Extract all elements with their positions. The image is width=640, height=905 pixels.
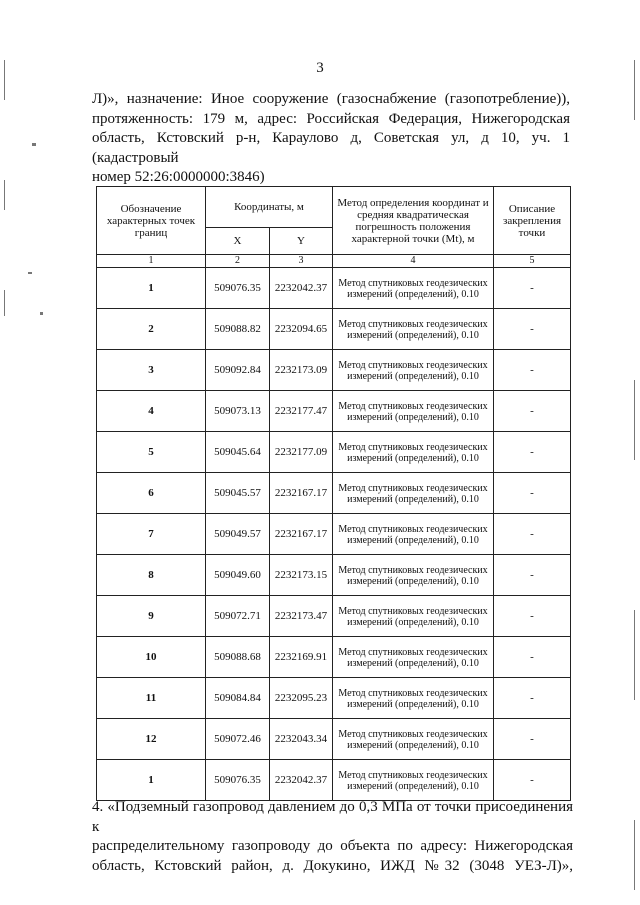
cell-method: Метод спутниковых геодезических измерений (определений), 0.10 bbox=[333, 514, 494, 555]
header-point: Обозначение характерных точек границ bbox=[97, 187, 206, 255]
table-row bbox=[97, 678, 571, 719]
cell-point: 10 bbox=[97, 637, 206, 678]
cell-point: 11 bbox=[97, 678, 206, 719]
cell-method: Метод спутниковых геодезических измерений (определений), 0.10 bbox=[333, 268, 494, 309]
column-number: 4 bbox=[333, 255, 494, 268]
cell-x: 509076.35 bbox=[206, 268, 270, 309]
scan-edge-mark bbox=[4, 60, 5, 100]
column-number: 3 bbox=[270, 255, 333, 268]
cell-x: 509076.35 bbox=[206, 760, 270, 801]
intro-paragraph bbox=[92, 90, 570, 188]
cell-method: Метод спутниковых геодезических измерений (определений), 0.10 bbox=[333, 432, 494, 473]
cell-point: 1 bbox=[97, 268, 206, 309]
cell-x: 509088.82 bbox=[206, 309, 270, 350]
cell-point: 4 bbox=[97, 391, 206, 432]
cell-method: Метод спутниковых геодезических измерений (определений), 0.10 bbox=[333, 350, 494, 391]
cell-y: 2232167.17 bbox=[270, 473, 333, 514]
cell-point: 1 bbox=[97, 760, 206, 801]
table-row bbox=[97, 719, 571, 760]
cell-x: 509088.68 bbox=[206, 637, 270, 678]
scan-edge-mark bbox=[634, 820, 635, 890]
intro-line: область, Кстовский р-н, Караулово д, Советская ул, д 10, уч. 1 (кадастровый bbox=[92, 130, 570, 166]
cell-y: 2232173.09 bbox=[270, 350, 333, 391]
scan-edge-mark bbox=[634, 380, 635, 460]
cell-point: 5 bbox=[97, 432, 206, 473]
scan-edge-mark bbox=[40, 312, 43, 315]
cell-method: Метод спутниковых геодезических измерений (определений), 0.10 bbox=[333, 596, 494, 637]
cell-description: - bbox=[494, 309, 571, 350]
page-number: 3 bbox=[316, 60, 324, 76]
outro-line: 4. «Подземный газопровод давлением до 0,3 МПа от точки присоединения к bbox=[92, 799, 573, 835]
cell-y: 2232095.23 bbox=[270, 678, 333, 719]
table-row bbox=[97, 760, 571, 801]
header-x: X bbox=[206, 228, 270, 255]
cell-y: 2232043.34 bbox=[270, 719, 333, 760]
column-number: 2 bbox=[206, 255, 270, 268]
cell-description: - bbox=[494, 268, 571, 309]
cell-x: 509073.13 bbox=[206, 391, 270, 432]
header-y: Y bbox=[270, 228, 333, 255]
cell-y: 2232042.37 bbox=[270, 268, 333, 309]
cell-method: Метод спутниковых геодезических измерений (определений), 0.10 bbox=[333, 391, 494, 432]
cell-method: Метод спутниковых геодезических измерений (определений), 0.10 bbox=[333, 760, 494, 801]
cell-point: 9 bbox=[97, 596, 206, 637]
table-row bbox=[97, 473, 571, 514]
scan-edge-mark bbox=[28, 272, 32, 274]
cell-method: Метод спутниковых геодезических измерений (определений), 0.10 bbox=[333, 637, 494, 678]
table-row bbox=[97, 514, 571, 555]
header-description: Описание закрепления точки bbox=[494, 187, 571, 255]
scan-edge-mark bbox=[634, 60, 635, 120]
header-coordinates: Координаты, м bbox=[206, 187, 333, 228]
scan-edge-mark bbox=[4, 290, 5, 316]
cell-x: 509084.84 bbox=[206, 678, 270, 719]
table-row bbox=[97, 350, 571, 391]
cell-description: - bbox=[494, 473, 571, 514]
cell-point: 2 bbox=[97, 309, 206, 350]
column-number: 5 bbox=[494, 255, 571, 268]
cell-description: - bbox=[494, 391, 571, 432]
cell-point: 12 bbox=[97, 719, 206, 760]
cell-y: 2232167.17 bbox=[270, 514, 333, 555]
table-row bbox=[97, 309, 571, 350]
cell-point: 7 bbox=[97, 514, 206, 555]
scan-edge-mark bbox=[4, 180, 5, 210]
column-number: 1 bbox=[97, 255, 206, 268]
cell-description: - bbox=[494, 514, 571, 555]
cell-x: 509049.60 bbox=[206, 555, 270, 596]
outro-line: область, Кстовский район, д. Докукино, ИЖД №32 (3048 УЕЗ-Л)», bbox=[92, 857, 573, 874]
cell-method: Метод спутниковых геодезических измерений (определений), 0.10 bbox=[333, 473, 494, 514]
table-row bbox=[97, 432, 571, 473]
cell-y: 2232173.47 bbox=[270, 596, 333, 637]
cell-description: - bbox=[494, 719, 571, 760]
cell-y: 2232177.47 bbox=[270, 391, 333, 432]
cell-x: 509072.46 bbox=[206, 719, 270, 760]
cell-description: - bbox=[494, 596, 571, 637]
scan-edge-mark bbox=[32, 143, 36, 146]
cell-method: Метод спутниковых геодезических измерений (определений), 0.10 bbox=[333, 719, 494, 760]
cell-y: 2232169.91 bbox=[270, 637, 333, 678]
table-row bbox=[97, 596, 571, 637]
boundary-points-table bbox=[96, 186, 571, 801]
cell-description: - bbox=[494, 637, 571, 678]
scan-edge-mark bbox=[634, 610, 635, 700]
cell-point: 8 bbox=[97, 555, 206, 596]
intro-line: протяженность: 179 м, адрес: Российская Федерация, Нижегородская bbox=[92, 110, 570, 127]
table-row bbox=[97, 268, 571, 309]
cell-point: 3 bbox=[97, 350, 206, 391]
outro-paragraph bbox=[92, 798, 573, 876]
outro-line: распределительному газопроводу до объекта по адресу: Нижегородская bbox=[92, 838, 573, 854]
cell-x: 509072.71 bbox=[206, 596, 270, 637]
table-row bbox=[97, 637, 571, 678]
cell-method: Метод спутниковых геодезических измерений (определений), 0.10 bbox=[333, 555, 494, 596]
cell-description: - bbox=[494, 555, 571, 596]
cell-y: 2232173.15 bbox=[270, 555, 333, 596]
cell-description: - bbox=[494, 760, 571, 801]
header-method: Метод определения координат и средняя квадратическая погрешность положения характерной точки (Mt), м bbox=[333, 187, 494, 255]
cell-description: - bbox=[494, 350, 571, 391]
table-row bbox=[97, 391, 571, 432]
table-row bbox=[97, 555, 571, 596]
cell-method: Метод спутниковых геодезических измерений (определений), 0.10 bbox=[333, 678, 494, 719]
cell-y: 2232042.37 bbox=[270, 760, 333, 801]
cell-x: 509045.57 bbox=[206, 473, 270, 514]
cell-y: 2232094.65 bbox=[270, 309, 333, 350]
cell-x: 509092.84 bbox=[206, 350, 270, 391]
cell-x: 509045.64 bbox=[206, 432, 270, 473]
cell-description: - bbox=[494, 432, 571, 473]
intro-line: номер 52:26:0000000:3846) bbox=[92, 169, 265, 185]
cell-method: Метод спутниковых геодезических измерений (определений), 0.10 bbox=[333, 309, 494, 350]
cell-description: - bbox=[494, 678, 571, 719]
cell-y: 2232177.09 bbox=[270, 432, 333, 473]
intro-line: Л)», назначение: Иное сооружение (газоснабжение (газопотребление)), bbox=[92, 91, 570, 107]
cell-x: 509049.57 bbox=[206, 514, 270, 555]
cell-point: 6 bbox=[97, 473, 206, 514]
